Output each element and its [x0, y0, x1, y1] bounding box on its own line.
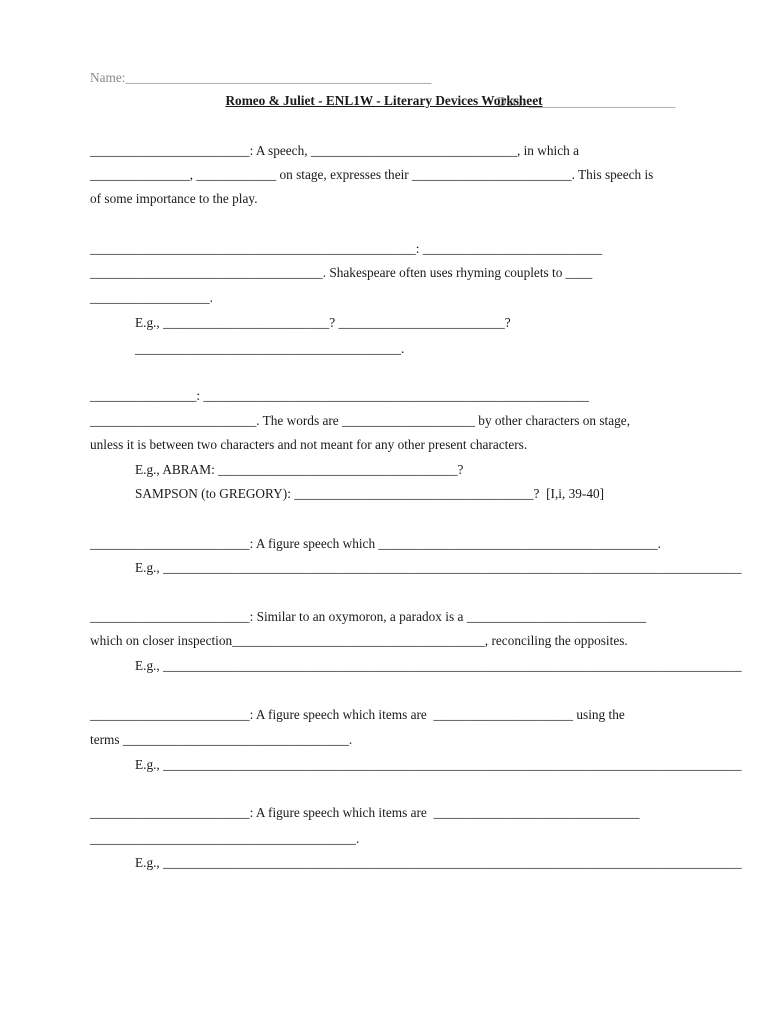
worksheet-line: which on closer inspection______________________________________, reconciling the opposites. [90, 633, 628, 648]
worksheet-line: ________________: __________________________________________________________ [90, 388, 590, 403]
worksheet-line: _______________, ____________ on stage, expresses their ________________________. This speech is [90, 167, 654, 182]
worksheet-line: ________________________________________. [135, 341, 405, 356]
worksheet-line: __________________. [90, 290, 213, 305]
worksheet-line: ________________________: Similar to an oxymoron, a paradox is a ___________________________ [90, 609, 647, 624]
worksheet-line: unless it is between two characters and not meant for any other present characters. [90, 437, 528, 452]
worksheet-line: E.g., _______________________________________________________________________________________ [135, 658, 742, 673]
worksheet-line: _________________________. The words are ____________________ by other characters on stage, [90, 413, 631, 428]
worksheet-line: ________________________: A speech, _______________________________, in which a [90, 143, 580, 158]
worksheet-line: ___________________________________. Shakespeare often uses rhyming couplets to ____ [90, 265, 593, 280]
name-field-label: Name:______________________________________________ [90, 70, 432, 85]
worksheet-line: E.g., _______________________________________________________________________________________ [135, 855, 742, 870]
worksheet-line: of some importance to the play. [90, 191, 258, 206]
worksheet-line: E.g., _______________________________________________________________________________________ [135, 757, 742, 772]
worksheet-line: E.g., _________________________? _________________________? [135, 315, 511, 330]
worksheet-line: ________________________________________. [90, 831, 360, 846]
worksheet-line: ________________________: A figure speech which items are _______________________________ [90, 805, 640, 820]
date-field-label: Date: ______________________ [497, 94, 676, 109]
worksheet-line: terms __________________________________. [90, 732, 353, 747]
worksheet-line: ________________________: A figure speech which items are _____________________ using the [90, 707, 625, 722]
worksheet-line: ________________________: A figure speech which __________________________________________. [90, 536, 661, 551]
page-title: Romeo & Juliet - ENL1W - Literary Devices Worksheet [225, 93, 543, 108]
worksheet-line: E.g., _______________________________________________________________________________________ [135, 560, 742, 575]
worksheet-line: SAMPSON (to GREGORY): ____________________________________? [I,i, 39-40] [135, 486, 605, 501]
worksheet-line: E.g., ABRAM: ____________________________________? [135, 462, 464, 477]
worksheet-line: _________________________________________________: ___________________________ [90, 241, 603, 256]
